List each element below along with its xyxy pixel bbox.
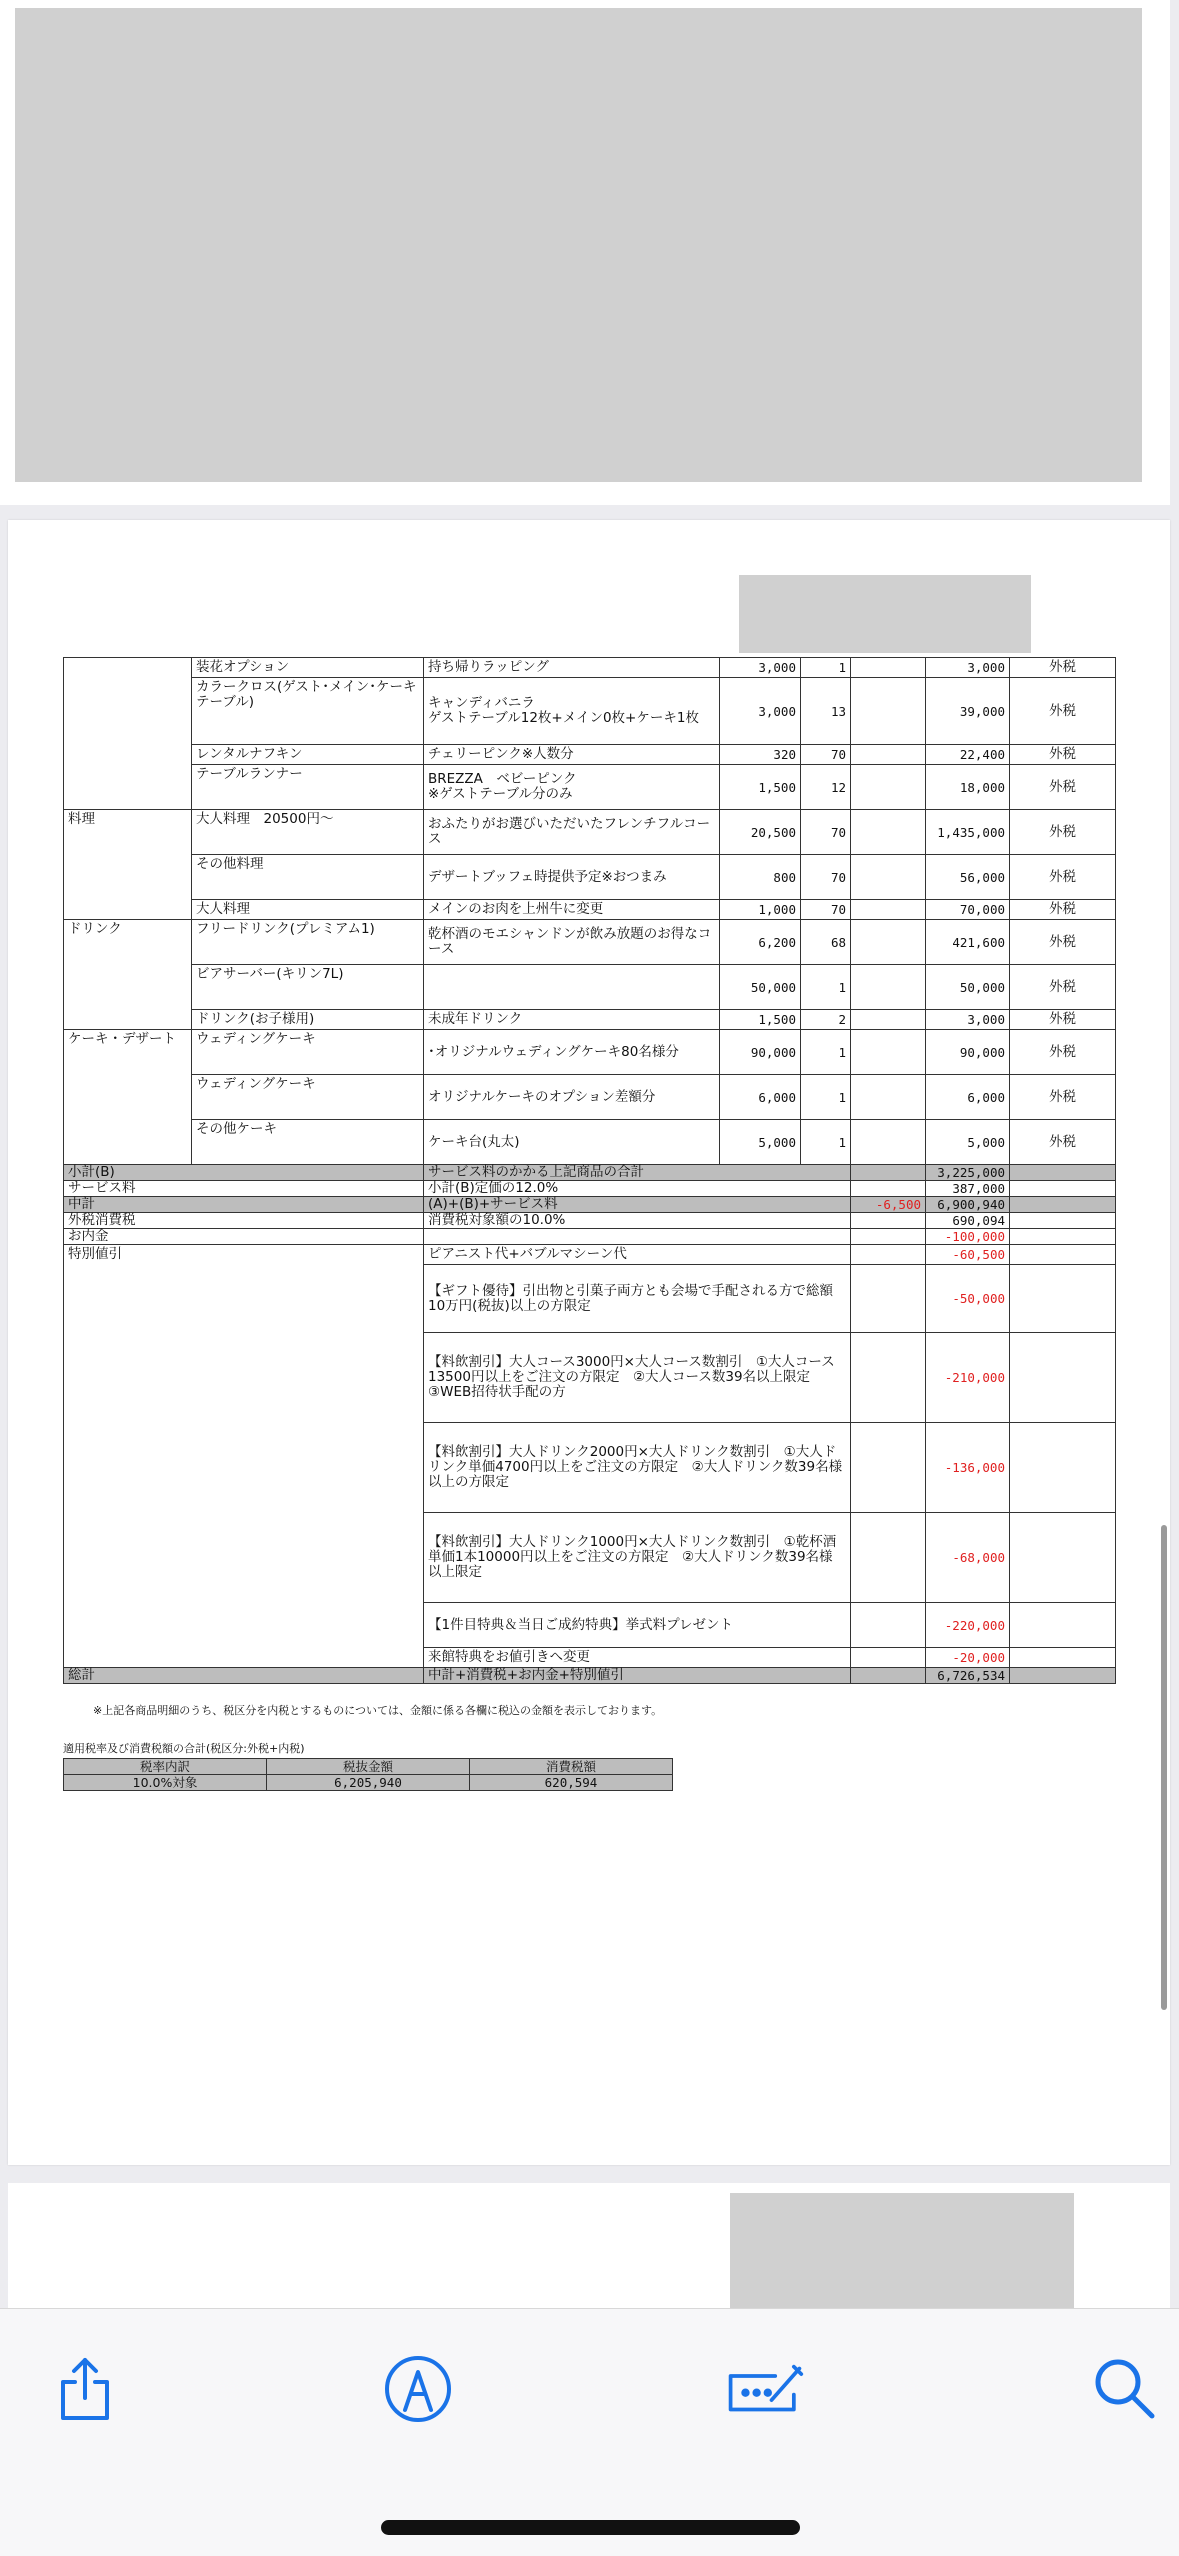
discount-tax-blank (1010, 1513, 1116, 1603)
item-tax-type: 外税 (1010, 965, 1116, 1010)
item-name: テーブルランナー (192, 765, 424, 810)
deposit-label: お内金 (64, 1229, 424, 1245)
item-description: 乾杯酒のモエシャンドンが飲み放題のお得なコース (424, 920, 720, 965)
share-icon[interactable] (45, 2349, 125, 2429)
item-row (64, 1120, 1116, 1165)
item-tax-type: 外税 (1010, 855, 1116, 900)
item-amount: 22,400 (926, 745, 1010, 765)
item-description (424, 965, 720, 1010)
rate-breakdown: 10.0%対象 (64, 1775, 267, 1791)
item-row (64, 678, 1116, 745)
item-row (64, 900, 1116, 920)
item-unit-price: 320 (720, 745, 801, 765)
redacted-block (739, 575, 1031, 653)
item-discount (851, 900, 926, 920)
item-category: 料理 (64, 810, 192, 920)
midtotal-desc: (A)+(B)+サービス料 (424, 1197, 851, 1213)
deposit-amount: -100,000 (926, 1229, 1010, 1245)
item-quantity: 1 (801, 1120, 851, 1165)
item-tax-type: 外税 (1010, 810, 1116, 855)
item-discount (851, 678, 926, 745)
item-name: ウェディングケーキ (192, 1030, 424, 1075)
bottom-toolbar (0, 2308, 1179, 2556)
discount-amount: -60,500 (926, 1245, 1010, 1265)
item-tax-type: 外税 (1010, 1010, 1116, 1030)
item-name: 装花オプション (192, 658, 424, 678)
rate-taxamount: 620,594 (470, 1775, 673, 1791)
rate-header-taxexcl: 税抜金額 (267, 1759, 470, 1775)
rate-taxexcl: 6,205,940 (267, 1775, 470, 1791)
item-name: ウェディングケーキ (192, 1075, 424, 1120)
redacted-block (730, 2193, 1074, 2308)
item-unit-price: 5,000 (720, 1120, 801, 1165)
item-category: ドリンク (64, 920, 192, 1030)
scrollbar[interactable] (1161, 1525, 1167, 2010)
midtotal-row (64, 1197, 1116, 1213)
discount-tax-blank (1010, 1265, 1116, 1333)
pdf-page-current (8, 520, 1170, 2165)
discount-tax-blank (1010, 1603, 1116, 1648)
item-discount (851, 810, 926, 855)
subtotal-desc: サービス料のかかる上記商品の合計 (424, 1165, 851, 1181)
discount-description: 【1件目特典＆当日ご成約特典】挙式料プレゼント (424, 1603, 851, 1648)
item-discount (851, 965, 926, 1010)
markup-icon[interactable] (378, 2349, 458, 2429)
rate-header-taxamount: 消費税額 (470, 1759, 673, 1775)
tax-rate-title: 適用税率及び消費税額の合計(税区分:外税+内税) (63, 1742, 305, 1755)
item-discount (851, 1030, 926, 1075)
item-discount (851, 920, 926, 965)
item-amount: 3,000 (926, 658, 1010, 678)
item-description: オリジナルケーキのオプション差額分 (424, 1075, 720, 1120)
estimate-table (63, 657, 1116, 1684)
item-description: ･オリジナルウェディングケーキ80名様分 (424, 1030, 720, 1075)
tax-amount: 690,094 (926, 1213, 1010, 1229)
grand-total-row (64, 1668, 1116, 1684)
item-row (64, 1010, 1116, 1030)
item-unit-price: 3,000 (720, 658, 801, 678)
item-unit-price: 6,000 (720, 1075, 801, 1120)
midtotal-amount: 6,900,940 (926, 1197, 1010, 1213)
item-description: デザートブッフェ時提供予定※おつまみ (424, 855, 720, 900)
item-quantity: 70 (801, 810, 851, 855)
item-quantity: 68 (801, 920, 851, 965)
discount-blank (851, 1648, 926, 1668)
pdf-page-previous (0, 0, 1170, 505)
item-name: その他ケーキ (192, 1120, 424, 1165)
subtotal-amount: 3,225,000 (926, 1165, 1010, 1181)
redacted-block (15, 8, 1142, 482)
service-desc: 小計(B)定価の12.0% (424, 1181, 851, 1197)
item-name: レンタルナフキン (192, 745, 424, 765)
discount-description: 来館特典をお値引きへ変更 (424, 1648, 851, 1668)
discount-amount: -210,000 (926, 1333, 1010, 1423)
discount-tax-blank (1010, 1245, 1116, 1265)
item-unit-price: 90,000 (720, 1030, 801, 1075)
item-amount: 6,000 (926, 1075, 1010, 1120)
item-quantity: 70 (801, 745, 851, 765)
item-quantity: 1 (801, 658, 851, 678)
item-name: 大人料理 (192, 900, 424, 920)
item-tax-type: 外税 (1010, 920, 1116, 965)
grand-total-desc: 中計+消費税+お内金+特別値引 (424, 1668, 851, 1684)
item-tax-type: 外税 (1010, 678, 1116, 745)
discount-description: 【料飲割引】大人ドリンク2000円×大人ドリンク数割引 ①大人ドリンク単価4700円以上をご注文の方限定 ②大人ドリンク数39名様以上の方限定 (424, 1423, 851, 1513)
discount-tax-blank (1010, 1648, 1116, 1668)
item-category (64, 658, 192, 810)
search-icon[interactable] (1085, 2349, 1165, 2429)
item-name: ドリンク(お子様用) (192, 1010, 424, 1030)
item-row (64, 745, 1116, 765)
item-unit-price: 1,500 (720, 765, 801, 810)
home-indicator (381, 2520, 800, 2535)
midtotal-discount: -6,500 (851, 1197, 926, 1213)
item-name: 大人料理 20500円～ (192, 810, 424, 855)
item-unit-price: 50,000 (720, 965, 801, 1010)
item-row (64, 765, 1116, 810)
item-tax-type: 外税 (1010, 1120, 1116, 1165)
item-row (64, 965, 1116, 1010)
special-discount-label: 特別値引 (64, 1245, 424, 1668)
item-quantity: 1 (801, 965, 851, 1010)
discount-amount: -136,000 (926, 1423, 1010, 1513)
item-row (64, 1030, 1116, 1075)
pdf-page-next (8, 2183, 1170, 2308)
discount-description: 【料飲割引】大人コース3000円×大人コース数割引 ①大人コース13500円以上をご注文の方限定 ②大人コース数39名以上限定③WEB招待状手配の方 (424, 1333, 851, 1423)
item-discount (851, 855, 926, 900)
item-name: フリードリンク(プレミアム1) (192, 920, 424, 965)
midtotal-label: 中計 (64, 1197, 424, 1213)
item-name: ビアサーバー(キリン7L) (192, 965, 424, 1010)
signature-icon[interactable] (725, 2349, 805, 2429)
item-discount (851, 745, 926, 765)
item-description: BREZZA ベビーピンク ※ゲストテーブル分のみ (424, 765, 720, 810)
subtotal-label: 小計(B) (64, 1165, 424, 1181)
item-tax-type: 外税 (1010, 1075, 1116, 1120)
discount-tax-blank (1010, 1423, 1116, 1513)
discount-tax-blank (1010, 1333, 1116, 1423)
item-description: 持ち帰りラッピング (424, 658, 720, 678)
item-unit-price: 800 (720, 855, 801, 900)
item-unit-price: 1,500 (720, 1010, 801, 1030)
item-category: ケーキ・デザート (64, 1030, 192, 1165)
estimate-document (63, 657, 1115, 1791)
service-amount: 387,000 (926, 1181, 1010, 1197)
discount-amount: -20,000 (926, 1648, 1010, 1668)
item-description: メインのお肉を上州牛に変更 (424, 900, 720, 920)
discount-blank (851, 1423, 926, 1513)
item-amount: 5,000 (926, 1120, 1010, 1165)
discount-amount: -220,000 (926, 1603, 1010, 1648)
item-description: ケーキ台(丸太) (424, 1120, 720, 1165)
item-tax-type: 外税 (1010, 658, 1116, 678)
item-name: その他料理 (192, 855, 424, 900)
subtotal-row (64, 1165, 1116, 1181)
tax-desc: 消費税対象額の10.0% (424, 1213, 851, 1229)
discount-description: ピアニスト代+バブルマシーン代 (424, 1245, 851, 1265)
discount-blank (851, 1245, 926, 1265)
discount-blank (851, 1603, 926, 1648)
item-amount: 90,000 (926, 1030, 1010, 1075)
discount-blank (851, 1333, 926, 1423)
item-quantity: 2 (801, 1010, 851, 1030)
rate-header-breakdown: 税率内訳 (64, 1759, 267, 1775)
discount-amount: -50,000 (926, 1265, 1010, 1333)
item-description: キャンディバニラ ゲストテーブル12枚+メイン0枚+ケーキ1枚 (424, 678, 720, 745)
item-discount (851, 1075, 926, 1120)
discount-blank (851, 1265, 926, 1333)
item-amount: 70,000 (926, 900, 1010, 920)
item-quantity: 12 (801, 765, 851, 810)
item-quantity: 13 (801, 678, 851, 745)
discount-amount: -68,000 (926, 1513, 1010, 1603)
item-tax-type: 外税 (1010, 765, 1116, 810)
item-amount: 18,000 (926, 765, 1010, 810)
tax-notice: ※上記各商品明細のうち、税区分を内税とするものについては、金額に係る各欄に税込の金額を表示しております。 (93, 1704, 663, 1717)
tax-row (64, 1213, 1116, 1229)
item-row (64, 658, 1116, 678)
service-row (64, 1181, 1116, 1197)
item-amount: 3,000 (926, 1010, 1010, 1030)
item-row (64, 920, 1116, 965)
item-tax-type: 外税 (1010, 745, 1116, 765)
discount-description: 【料飲割引】大人ドリンク1000円×大人ドリンク数割引 ①乾杯酒単価1本10000円以上をご注文の方限定 ②大人ドリンク数39名様以上限定 (424, 1513, 851, 1603)
item-amount: 421,600 (926, 920, 1010, 965)
item-row (64, 855, 1116, 900)
grand-total-label: 総計 (64, 1668, 424, 1684)
item-discount (851, 1010, 926, 1030)
item-quantity: 1 (801, 1075, 851, 1120)
item-unit-price: 3,000 (720, 678, 801, 745)
item-description: おふたりがお選びいただいたフレンチフルコース (424, 810, 720, 855)
item-amount: 50,000 (926, 965, 1010, 1010)
item-unit-price: 6,200 (720, 920, 801, 965)
item-quantity: 70 (801, 900, 851, 920)
tax-rate-table (63, 1758, 673, 1791)
item-row (64, 1075, 1116, 1120)
item-discount (851, 1120, 926, 1165)
item-quantity: 1 (801, 1030, 851, 1075)
item-name: カラークロス(ゲスト･メイン･ケーキテーブル) (192, 678, 424, 745)
item-amount: 39,000 (926, 678, 1010, 745)
item-row (64, 810, 1116, 855)
deposit-row (64, 1229, 1116, 1245)
service-label: サービス料 (64, 1181, 424, 1197)
grand-total-amount: 6,726,534 (926, 1668, 1010, 1684)
item-unit-price: 20,500 (720, 810, 801, 855)
tax-label: 外税消費税 (64, 1213, 424, 1229)
item-discount (851, 765, 926, 810)
discount-description: 【ギフト優待】引出物と引菓子両方とも会場で手配される方で総額10万円(税抜)以上の方限定 (424, 1265, 851, 1333)
item-amount: 1,435,000 (926, 810, 1010, 855)
item-description: 未成年ドリンク (424, 1010, 720, 1030)
item-tax-type: 外税 (1010, 900, 1116, 920)
item-tax-type: 外税 (1010, 1030, 1116, 1075)
item-description: チェリーピンク※人数分 (424, 745, 720, 765)
item-discount (851, 658, 926, 678)
item-quantity: 70 (801, 855, 851, 900)
item-amount: 56,000 (926, 855, 1010, 900)
item-unit-price: 1,000 (720, 900, 801, 920)
discount-row (64, 1245, 1116, 1265)
discount-blank (851, 1513, 926, 1603)
